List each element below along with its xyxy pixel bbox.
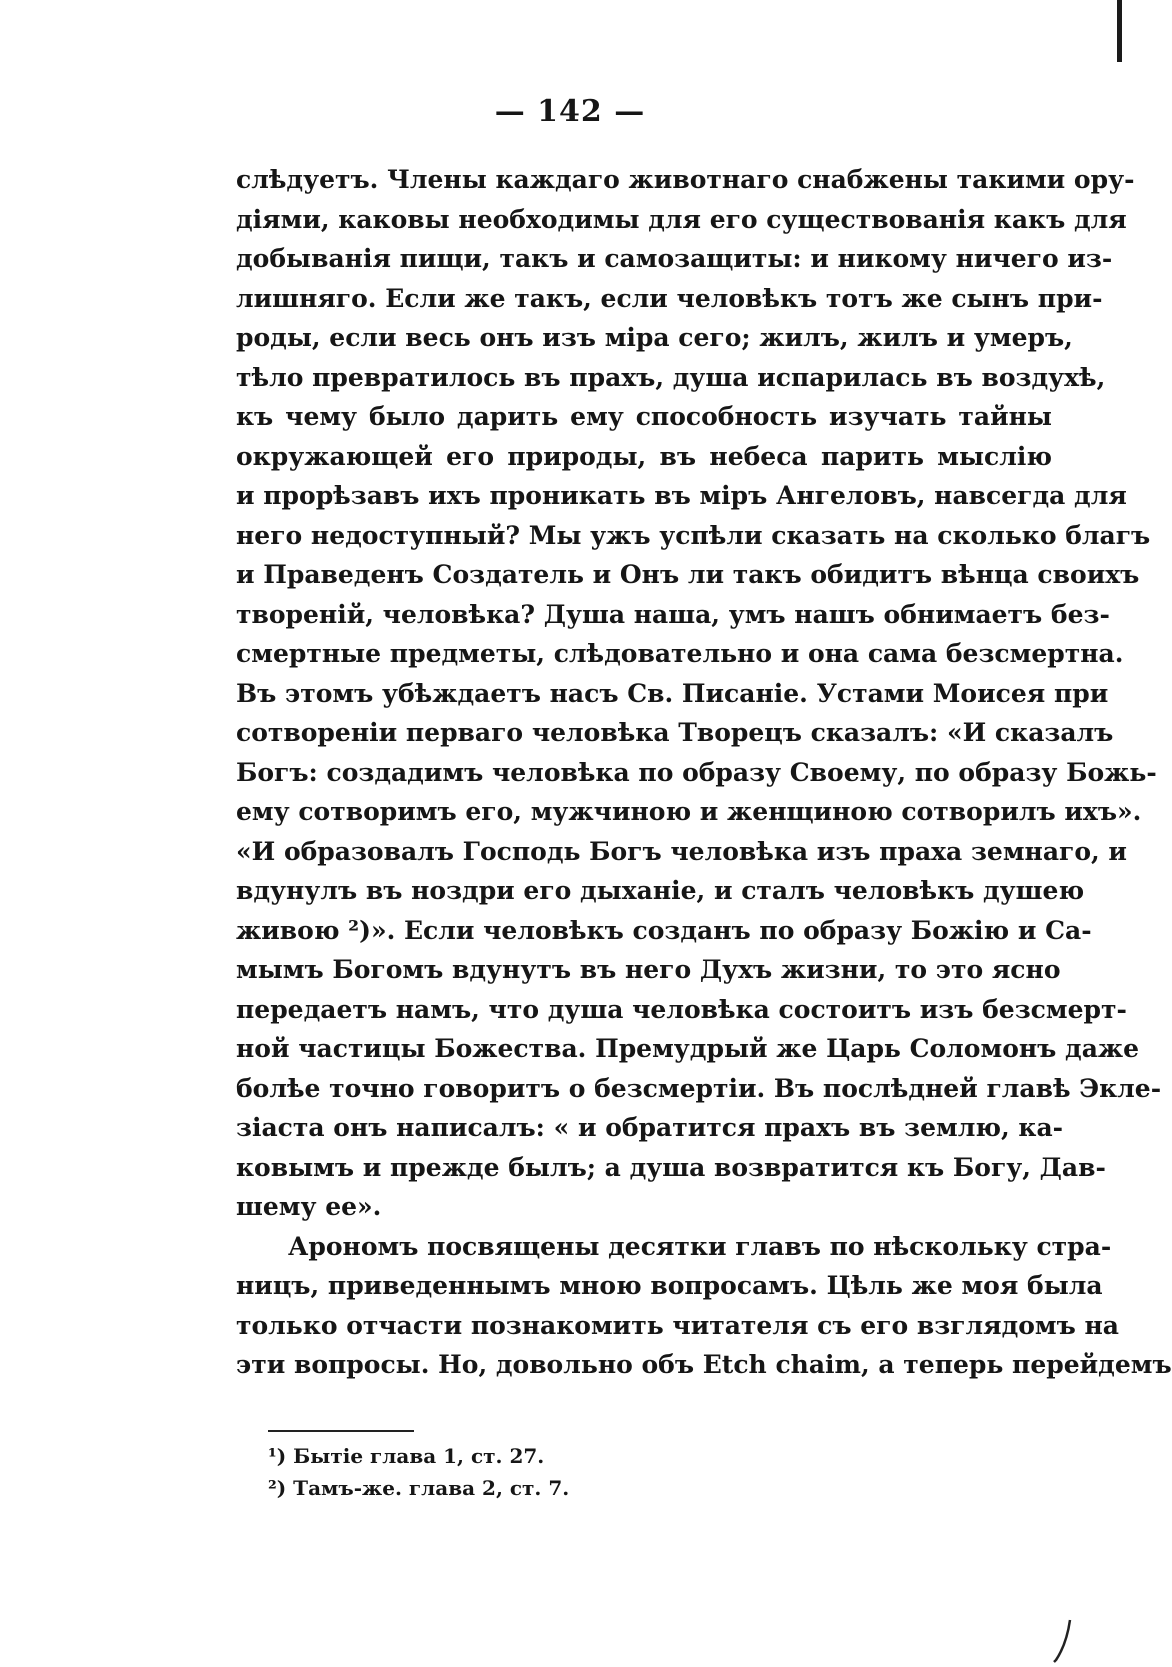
body-text (236, 160, 1172, 1385)
text-line: него недоступный? Мы ужъ успѣли сказать на сколько благъ (236, 520, 1151, 550)
footnote-1: ¹) Бытіе глава 1, ст. 27. (268, 1444, 545, 1468)
text-line: и Праведенъ Создатель и Онъ ли такъ обидитъ вѣнца своихъ (236, 560, 1140, 589)
text-line: лишняго. Если же такъ, если человѣкъ тотъ же сынъ при- (236, 283, 1103, 313)
text-line: къ чему было дарить ему способность изучать тайны (236, 402, 1052, 431)
text-line: шему ее». (236, 1192, 382, 1221)
text-line: ковымъ и прежде былъ; а душа возвратится къ Богу, Дав- (236, 1152, 1106, 1182)
footnote-2: ²) Тамъ-же. глава 2, ст. 7. (268, 1476, 570, 1500)
text-line: роды, если весь онъ изъ міра сего; жилъ, жилъ и умеръ, (236, 323, 1073, 352)
text-line: только отчасти познакомить читателя съ его взглядомъ на (236, 1310, 1119, 1340)
text-line: вдунулъ въ ноздри его дыханіе, и сталъ человѣкъ душею (236, 876, 1085, 905)
text-line: смертные предметы, слѣдовательно и она сама безсмертна. (236, 639, 1124, 668)
page-number: — 142 — (494, 94, 646, 129)
text-line: слѣдуетъ. Члены каждаго животнаго снабжены такими ору- (236, 165, 1135, 194)
text-line: окружающей его природы, въ небеса парить мыслію (236, 441, 1052, 471)
text-line: зіаста онъ написалъ: « и обратится прахъ въ землю, ка- (236, 1113, 1064, 1142)
text-line: эти вопросы. Но, довольно объ Etch chaim, а теперь перейдемъ (236, 1350, 1172, 1379)
text-line: добыванія пищи, такъ и самозащиты: и никому ничего из- (236, 244, 1113, 273)
text-line: передаетъ намъ, что душа человѣка состоитъ изъ безсмерт- (236, 994, 1127, 1024)
text-line: мымъ Богомъ вдунутъ въ него Духъ жизни, то это ясно (236, 955, 1061, 984)
corner-mark (1050, 1618, 1076, 1664)
text-line: сотвореніи перваго человѣка Творецъ сказалъ: «И сказалъ (236, 718, 1114, 747)
text-line: болѣе точно говоритъ о безсмертіи. Въ послѣдней главѣ Экле- (236, 1073, 1162, 1103)
text-line: и прорѣзавъ ихъ проникать въ міръ Ангеловъ, навсегда для (236, 481, 1127, 510)
text-line: ной частицы Божества. Премудрый же Царь Соломонъ даже (236, 1034, 1140, 1063)
text-line: Въ этомъ убѣждаетъ насъ Св. Писаніе. Устами Моисея при (236, 678, 1109, 708)
page-edge-mark (1117, 0, 1122, 62)
text-line: ницъ, приведеннымъ мною вопросамъ. Цѣль же моя была (236, 1271, 1103, 1300)
text-line: діями, каковы необходимы для его существованія какъ для (236, 204, 1127, 234)
footnote-rule (268, 1430, 414, 1432)
text-line: ему сотворимъ его, мужчиною и женщиною сотворилъ ихъ». (236, 797, 1142, 826)
text-line: твореній, человѣка? Душа наша, умъ нашъ обнимаетъ без- (236, 599, 1110, 629)
text-line: «И образовалъ Господь Богъ человѣка изъ праха земнаго, и (236, 836, 1127, 866)
text-line: Арономъ посвящены десятки главъ по нѣскольку стра- (288, 1231, 1112, 1261)
text-line: живою ²)». Если человѣкъ созданъ по образу Божію и Са- (236, 915, 1092, 945)
footnotes (268, 1440, 968, 1504)
text-line: тѣло превратилось въ прахъ, душа испарилась въ воздухѣ, (236, 362, 1106, 392)
text-line: Богъ: создадимъ человѣка по образу Своему, по образу Божь- (236, 757, 1157, 787)
